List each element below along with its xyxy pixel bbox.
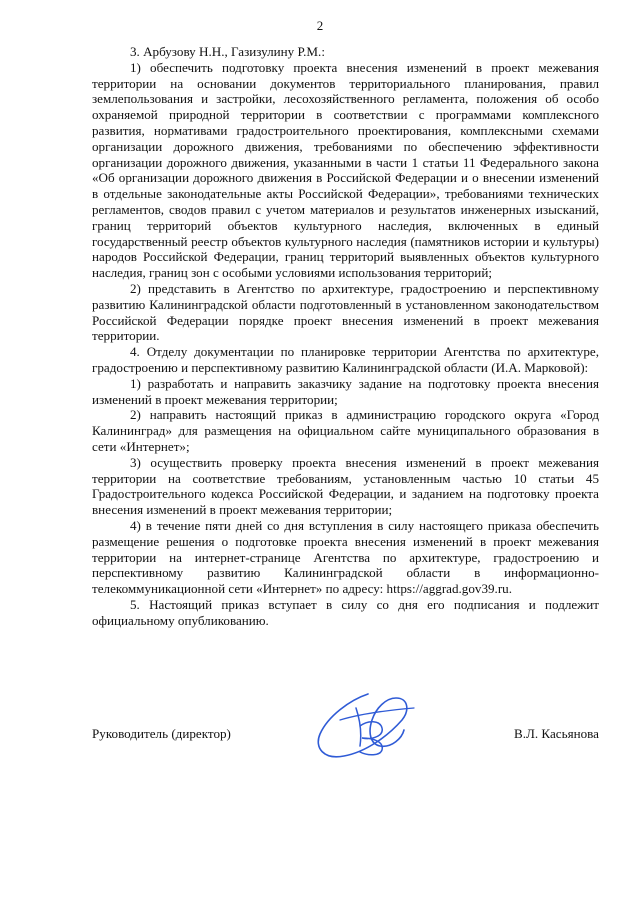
paragraph-4-4: 4) в течение пяти дней со дня вступления в силу настоящего приказа обеспечить размещение решения о подготовке проекта внесения изменений в проект межевания территории на интернет-странице Агентства по архитектуре, градостроению и перспективному развитию Калининградской области в информационно-телекоммуникационной сети «Интернет» по адресу: https://aggrad.gov39.ru.	[92, 517, 599, 597]
paragraph-section-3: 3. Арбузову Н.Н., Газизулину Р.М.:	[130, 44, 325, 59]
paragraph-4-1: 1) разработать и направить заказчику задание на подготовку проекта внесения изменений в проект межевания территории;	[92, 375, 599, 407]
signer-name: В.Л. Касьянова	[514, 726, 599, 741]
paragraph-section-4: 4. Отделу документации по планировке территории Агентства по архитектуре, градостроению и перспективному развитию Калининградской области (И.А. Марковой):	[92, 344, 599, 375]
signature-block	[92, 726, 599, 746]
page-number: 2	[316, 18, 324, 33]
paragraph-3-2: 2) представить в Агентство по архитектуре, градостроению и перспективному развитию Калининградской области подготовленный в установленном законодательством Российской Федерации порядке проект внесения изменений в проект межевания территории.	[92, 280, 599, 344]
paragraph-4-3: 3) осуществить проверку проекта внесения изменений в проект межевания территории на соответствие требованиям, установленным частью 10 статьи 45 Градостроительного кодекса Российской Федерации, и заданием на подготовку проекта внесения изменений в проект межевания территории;	[92, 454, 599, 518]
paragraph-section-5: 5. Настоящий приказ вступает в силу со дня его подписания и подлежит официальному опубликованию.	[92, 596, 599, 628]
paragraph-3-1: 1) обеспечить подготовку проекта внесения изменений в проект межевания территории на основании документов территориального планирования, правил землепользования и застройки, лесохозяйственного регламента, положения об особо охраняемой природной территории в соответствии с программами комплексного развития, нормативами градостроительного проектирования, комплексными схемами организации дорожного движения, требованиями по обеспечению эффективности организации дорожного движения, указанными в части 1 статьи 11 Федерального закона «Об организации дорожного движения в Российской Федерации и о внесении изменений в отдельные законодательные акты Российской Федерации», требованиями технических регламентов, сводов правил с учетом материалов и результатов инженерных изысканий, границ территорий объектов культурного наследия, включенных в единый государственный реестр объектов культурного наследия (памятников истории и культуры) народов Российской Федерации, границ территорий выявленных объектов культурного наследия, границ зон с особыми условиями использования территорий;	[92, 59, 599, 281]
paragraph-4-2: 2) направить настоящий приказ в администрацию городского округа «Город Калининград» для размещения на официальном сайте муниципального образования в сети «Интернет»;	[92, 407, 599, 454]
document-body	[92, 44, 599, 628]
signer-title: Руководитель (директор)	[92, 726, 231, 741]
